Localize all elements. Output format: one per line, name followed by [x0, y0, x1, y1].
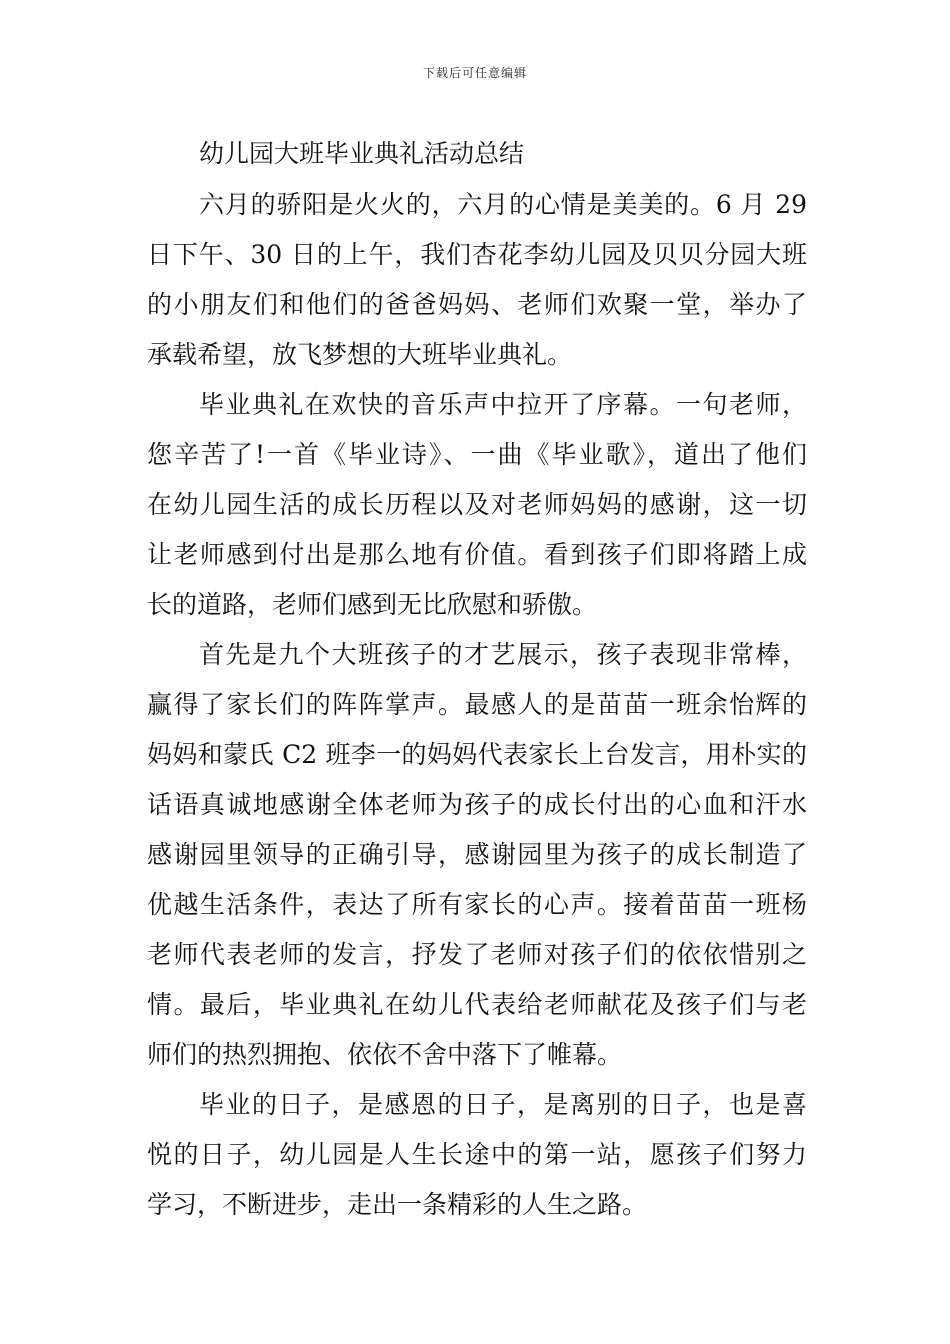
- paragraph-line: 让老师感到付出是那么地有价值。看到孩子们即将踏上成: [147, 540, 807, 569]
- paragraph-line: 感谢园里领导的正确引导，感谢园里为孩子的成长制造了: [147, 840, 807, 869]
- paragraph-line: 长的道路，老师们感到无比欣慰和骄傲。: [147, 590, 598, 619]
- paragraph-line: 学习，不断进步，走出一条精彩的人生之路。: [147, 1190, 648, 1219]
- paragraph-line: 优越生活条件，表达了所有家长的心声。接着苗苗一班杨: [147, 890, 807, 919]
- paragraph-1: [147, 180, 807, 380]
- paragraph-line: 日下午、30 日的上午，我们杏花李幼儿园及贝贝分园大班: [147, 240, 807, 269]
- paragraph-line: 赢得了家长们的阵阵掌声。最感人的是苗苗一班余怡辉的: [147, 690, 807, 719]
- paragraph-line: 师们的热烈拥抱、依依不舍中落下了帷幕。: [147, 1040, 623, 1069]
- paragraph-line: 您辛苦了!一首《毕业诗》、一曲《毕业歌》，道出了他们: [147, 440, 807, 469]
- paragraph-line: 老师代表老师的发言，抒发了老师对孩子们的依依惜别之: [147, 940, 807, 969]
- paragraph-line: 毕业的日子，是感恩的日子，是离别的日子，也是喜: [199, 1090, 807, 1119]
- paragraph-line: 话语真诚地感谢全体老师为孩子的成长付出的心血和汗水: [147, 790, 807, 819]
- paragraph-line: 首先是九个大班孩子的才艺展示，孩子表现非常棒，: [199, 640, 807, 669]
- paragraph-line: 妈妈和蒙氏 C2 班李一的妈妈代表家长上台发言，用朴实的: [147, 740, 807, 769]
- paragraph-line: 悦的日子，幼儿园是人生长途中的第一站，愿孩子们努力: [147, 1140, 807, 1169]
- page-header-note: 下载后可任意编辑: [422, 66, 527, 80]
- paragraph-line: 六月的骄阳是火火的，六月的心情是美美的。6 月 29: [199, 190, 807, 219]
- paragraph-line: 的小朋友们和他们的爸爸妈妈、老师们欢聚一堂，举办了: [147, 290, 807, 319]
- paragraph-3: [147, 630, 807, 1080]
- paragraph-line: 毕业典礼在欢快的音乐声中拉开了序幕。一句老师，: [199, 390, 807, 419]
- document-title: 幼儿园大班毕业典礼活动总结: [199, 139, 525, 168]
- paragraph-line: 承载希望，放飞梦想的大班毕业典礼。: [147, 340, 573, 369]
- paragraph-line: 情。最后，毕业典礼在幼儿代表给老师献花及孩子们与老: [147, 990, 807, 1019]
- paragraph-4: [147, 1080, 807, 1230]
- paragraph-line: 在幼儿园生活的成长历程以及对老师妈妈的感谢，这一切: [147, 490, 807, 519]
- document-body: [147, 128, 807, 1230]
- paragraph-2: [147, 380, 807, 630]
